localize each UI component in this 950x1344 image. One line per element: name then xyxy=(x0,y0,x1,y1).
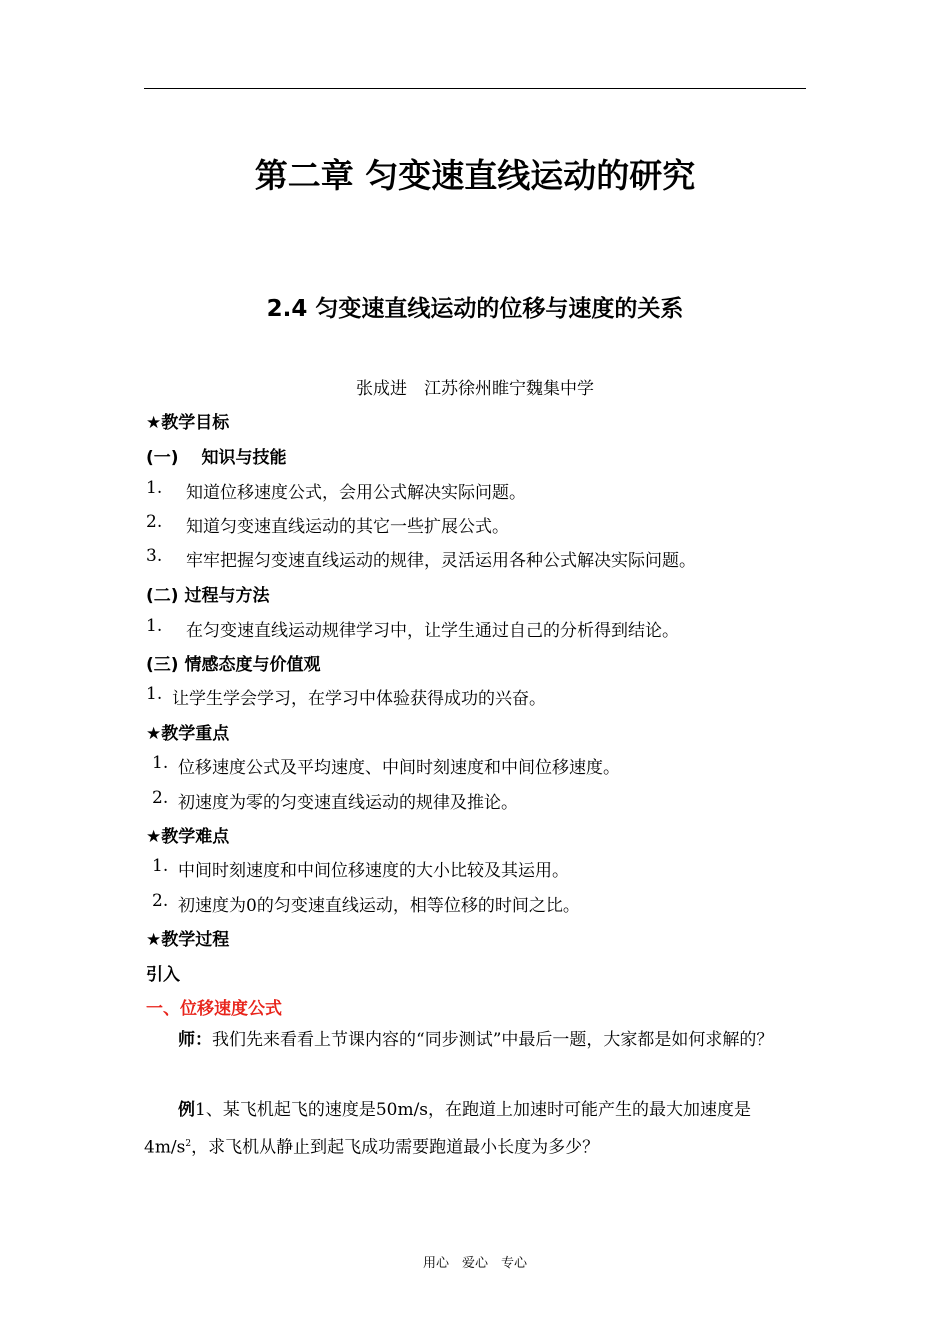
example-superscript: 2 xyxy=(185,1139,192,1149)
difficulty-2: 初速度为0的匀变速直线运动，相等位移的时间之比。 xyxy=(178,896,580,916)
example-paragraph xyxy=(144,1093,806,1165)
teacher-text: 我们先来看看上节课内容的“同步测试”中最后一题，大家都是如何求解的？ xyxy=(212,1030,774,1050)
intro-label: 引入 xyxy=(146,965,180,985)
section-title: 2.4 匀变速直线运动的位移与速度的关系 xyxy=(266,296,684,322)
key-point-1: 位移速度公式及平均速度、中间时刻速度和中间位移速度。 xyxy=(178,758,620,778)
emotion-item-1-num: 1. xyxy=(146,684,163,704)
page-footer: 用心 爱心 专心 xyxy=(422,1256,527,1271)
process-item-1: 在匀变速直线运动规律学习中，让学生通过自己的分析得到结论。 xyxy=(186,621,679,641)
key-points-heading: ★教学重点 xyxy=(146,724,230,744)
knowledge-item-1-num: 1. xyxy=(146,478,163,498)
knowledge-item-3: 牢牢把握匀变速直线运动的规律，灵活运用各种公式解决实际问题。 xyxy=(186,551,696,571)
difficulty-2-num: 2. xyxy=(152,891,169,911)
process-item-1-num: 1. xyxy=(146,616,163,636)
difficulty-1-num: 1. xyxy=(152,856,169,876)
teacher-label: 师： xyxy=(178,1030,212,1050)
example-label: 例 xyxy=(178,1100,195,1120)
part1-title: 一、位移速度公式 xyxy=(146,999,282,1019)
knowledge-item-2-num: 2. xyxy=(146,512,163,532)
example-number: 1 xyxy=(195,1100,206,1120)
example-text-a: 、某飞机起飞的速度是50m/s，在跑道上加速时可能产生的最大加速度是4m/s xyxy=(144,1100,752,1158)
knowledge-item-1: 知道位移速度公式，会用公式解决实际问题。 xyxy=(186,483,526,503)
procedure-heading: ★教学过程 xyxy=(146,930,230,950)
author-line: 张成进 江苏徐州睢宁魏集中学 xyxy=(356,379,594,399)
difficulty-1: 中间时刻速度和中间位移速度的大小比较及其运用。 xyxy=(178,861,569,881)
knowledge-item-3-num: 3. xyxy=(146,546,163,566)
key-point-2-num: 2. xyxy=(152,788,169,808)
key-point-2: 初速度为零的匀变速直线运动的规律及推论。 xyxy=(178,793,518,813)
objectives-heading: ★教学目标 xyxy=(146,413,230,433)
header-rule xyxy=(144,88,806,89)
emotion-item-1: 让学生学会学习，在学习中体验获得成功的兴奋。 xyxy=(172,689,546,709)
emotion-heading: (三) 情感态度与价值观 xyxy=(146,655,321,675)
example-text-b: ，求飞机从静止到起飞成功需要跑道最小长度为多少？ xyxy=(191,1137,600,1158)
knowledge-item-2: 知道匀变速直线运动的其它一些扩展公式。 xyxy=(186,517,509,537)
knowledge-heading: (一) 知识与技能 xyxy=(146,448,287,468)
difficulties-heading: ★教学难点 xyxy=(146,827,230,847)
chapter-title: 第二章 匀变速直线运动的研究 xyxy=(254,156,696,195)
process-heading: (二) 过程与方法 xyxy=(146,586,270,606)
teacher-paragraph xyxy=(144,1023,806,1057)
key-point-1-num: 1. xyxy=(152,753,169,773)
